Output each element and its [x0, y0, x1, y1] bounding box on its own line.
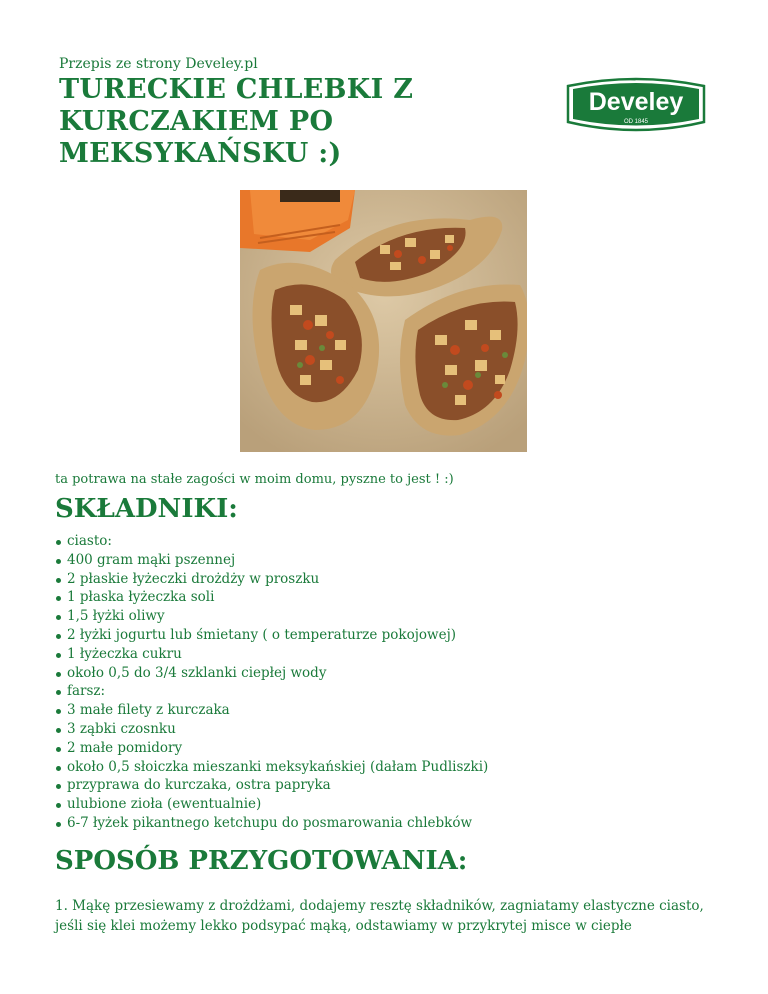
method-step: 1. Mąkę przesiewamy z drożdżami, dodajemy resztę składników, zagniatamy elastyczne ciasto, jeśli się klei możemy lekko podsypać mąką, odstawiamy w przykrytej misce w ciepłe: [55, 898, 704, 934]
list-item: 3 ząbki czosnku: [55, 720, 488, 739]
food-photo: [240, 190, 527, 452]
list-item: ciasto:: [55, 532, 488, 551]
list-item: 2 małe pomidory: [55, 739, 488, 758]
develey-logo: [562, 74, 710, 136]
list-item: 400 gram mąki pszennej: [55, 551, 488, 570]
list-item: 3 małe filety z kurczaka: [55, 701, 488, 720]
list-item: 6-7 łyżek pikantnego ketchupu do posmarowania chlebków: [55, 814, 488, 833]
list-item: ulubione zioła (ewentualnie): [55, 795, 488, 814]
logo-wordmark: Develey: [588, 88, 684, 116]
list-item: około 0,5 do 3/4 szklanki ciepłej wody: [55, 664, 488, 683]
list-item: około 0,5 słoiczka mieszanki meksykańskiej (dałam Pudliszki): [55, 758, 488, 777]
list-item: farsz:: [55, 682, 488, 701]
list-item: 1 łyżeczka cukru: [55, 645, 488, 664]
list-item: 2 płaskie łyżeczki drożdży w proszku: [55, 570, 488, 589]
list-item: 1 płaska łyżeczka soli: [55, 588, 488, 607]
list-item: 1,5 łyżki oliwy: [55, 607, 488, 626]
recipe-title: TURECKIE CHLEBKI Z KURCZAKIEM PO MEKSYKAŃSKU :): [59, 74, 414, 169]
ingredients-heading: SKŁADNIKI:: [55, 494, 238, 524]
intro-text: ta potrawa na stałe zagości w moim domu, pyszne to jest ! :): [55, 472, 454, 487]
list-item: 2 łyżki jogurtu lub śmietany ( o temperaturze pokojowej): [55, 626, 488, 645]
list-item: przyprawa do kurczaka, ostra papryka: [55, 776, 488, 795]
logo-since: OD 1845: [623, 119, 649, 125]
ingredients-list: [55, 532, 488, 833]
method-heading: SPOSÓB PRZYGOTOWANIA:: [55, 846, 468, 876]
source-line: Przepis ze strony Develey.pl: [59, 56, 258, 72]
